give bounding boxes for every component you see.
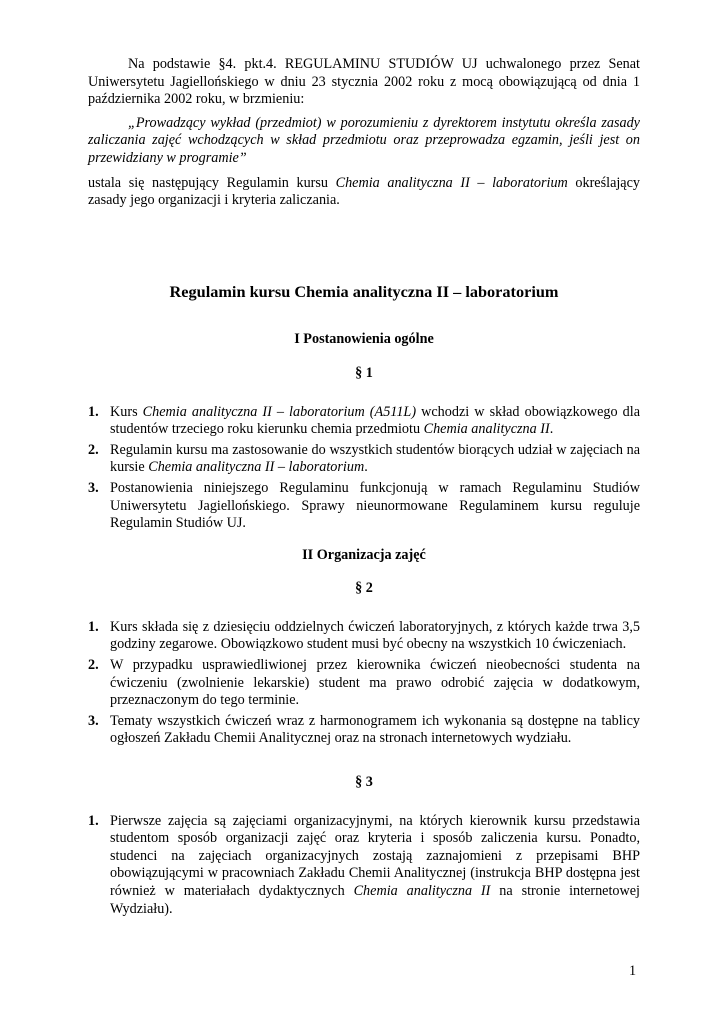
- item-italic: Chemia analityczna II – laboratorium (A511L): [142, 403, 417, 420]
- list-item: [88, 657, 640, 710]
- section-2-list: [88, 619, 640, 748]
- document-title: Regulamin kursu Chemia analityczna II – laboratorium: [169, 281, 559, 301]
- item-text: Pierwsze zajęcia są zajęciami organizacyjnymi, na których kierownik kursu przedstawia studentom sposób organizacji zajęć oraz kryteria i sposób zaliczenia kursu. Ponadto, studenci na zajęciach organizacyjnych zostają zaznajomieni z przepisami BHP obowiązującymi w pracowniach Zakładu Chemii Analitycznej (instrukcja BHP dostępna jest również w materiałach dydaktycznych: [110, 812, 640, 899]
- item-text: wchodzi w skład obowiązkowego dla studentów trzeciego roku kierunku chemia przedmiotu: [110, 403, 640, 438]
- section-1-heading: I Postanowienia ogólne: [294, 331, 434, 348]
- item-number: 3.: [88, 479, 99, 496]
- item-text: Kurs składa się z dziesięciu oddzielnych ćwiczeń laboratoryjnych, z których każde trwa 3,5 godziny zegarowe. Obowiązkowo student musi być obecny na wszystkich 10 ćwiczeniach.: [110, 618, 640, 653]
- item-text: Regulamin kursu ma zastosowanie do wszystkich studentów biorących udział w zajęciach na kursie: [110, 441, 640, 476]
- item-number: 1.: [88, 812, 99, 829]
- item-text: .: [364, 459, 368, 476]
- page-number: 1: [629, 963, 637, 979]
- ustala-course-name: Chemia analityczna II – laboratorium: [335, 174, 568, 191]
- paragraph-1-sign: § 1: [355, 364, 373, 381]
- quote-text: „Prowadzący wykład (przedmiot) w porozumieniu z dyrektorem instytutu określa zasady zaliczania zajęć wchodzących w skład przedmiotu oraz przeprowadza egzamin, jeśli jest on przewidziany w programie”: [88, 114, 640, 166]
- item-italic: Chemia analityczna II: [353, 883, 491, 899]
- item-number: 1.: [88, 618, 99, 635]
- document-page: [88, 56, 640, 921]
- list-item: [88, 480, 640, 533]
- ustala-paragraph: [88, 175, 640, 210]
- section-2-heading: II Organizacja zajęć: [302, 546, 426, 563]
- item-text: Tematy wszystkich ćwiczeń wraz z harmonogramem ich wykonania są dostępne na tablicy ogłoszeń Zakładu Chemii Analitycznej oraz na stronach internetowych wydziału.: [110, 712, 640, 747]
- item-text: Kurs: [110, 403, 143, 420]
- item-text: Postanowienia niniejszego Regulaminu funkcjonują w ramach Regulaminu Studiów Uniwersytetu Jagiellońskiego. Sprawy nieunormowane Regulaminem kursu reguluje Regulamin Studiów UJ.: [110, 479, 640, 532]
- item-italic: Chemia analityczna II – laboratorium: [148, 459, 365, 476]
- item-number: 1.: [88, 403, 99, 420]
- intro-paragraph: Na podstawie §4. pkt.4. REGULAMINU STUDIÓW UJ uchwalonego przez Senat Uniwersytetu Jagiellońskiego w dniu 23 stycznia 2002 roku z mocą obowiązującą od dnia 1 października 2002 roku, w brzmieniu:: [88, 56, 640, 108]
- list-item: [88, 713, 640, 748]
- item-number: 2.: [88, 441, 99, 458]
- list-item: [88, 813, 640, 919]
- item-number: 3.: [88, 712, 99, 729]
- ustala-before: ustala się następujący Regulamin kursu: [88, 174, 336, 191]
- item-text: .: [549, 421, 554, 438]
- quoted-regulation: [88, 115, 640, 168]
- paragraph-3-sign: § 3: [355, 774, 373, 791]
- section-3-list: [88, 813, 640, 919]
- list-item: [88, 619, 640, 654]
- list-item: [88, 404, 640, 439]
- item-text: W przypadku usprawiedliwionej przez kierownika ćwiczeń nieobecności studenta na ćwiczeniu (zwolnienie lekarskie) student ma prawo odrobić zajęcia w dodatkowym, przeznaczonym do tego terminie.: [110, 657, 640, 709]
- ustala-after: określający zasady jego organizacji i kryteria zaliczania.: [88, 174, 640, 209]
- section-1-list: [88, 404, 640, 533]
- item-number: 2.: [88, 657, 99, 674]
- paragraph-2-sign: § 2: [355, 580, 373, 597]
- list-item: [88, 442, 640, 477]
- item-text: na stronie internetowej Wydziału).: [110, 883, 641, 917]
- item-italic: Chemia analityczna II: [423, 421, 550, 438]
